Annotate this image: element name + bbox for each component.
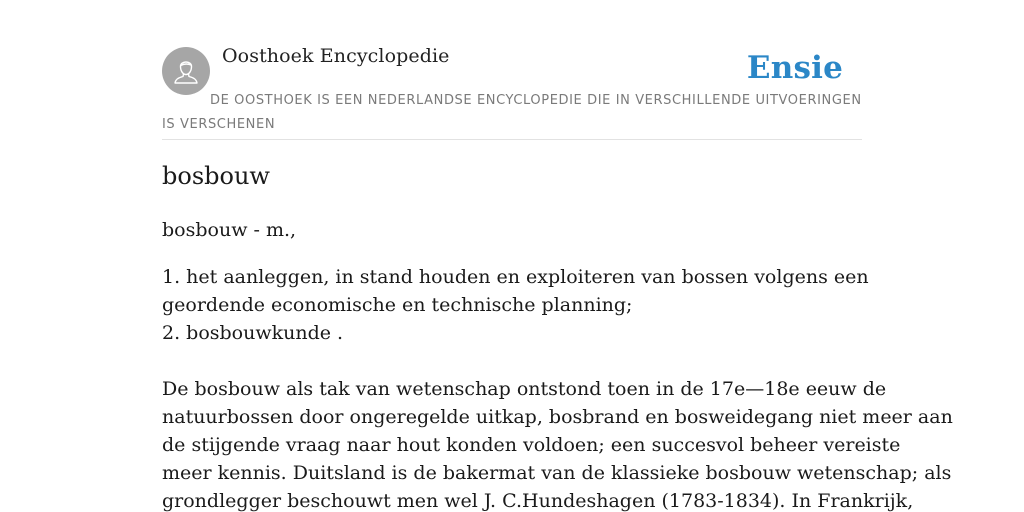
article-body xyxy=(162,375,953,512)
article-line: grondlegger beschouwt men wel J. C.Hundeshagen (1783-1834). In Frankrijk, xyxy=(162,490,914,512)
definition-line: geordende economische en technische planning; xyxy=(162,294,633,316)
site-tagline: DE OOSTHOEK IS EEN NEDERLANDSE ENCYCLOPEDIE DIE IN VERSCHILLENDE UITVOERINGEN IS VERSCHENEN xyxy=(162,93,862,132)
site-header xyxy=(162,0,862,140)
user-silhouette-icon xyxy=(162,47,210,95)
definition-line: 1. het aanleggen, in stand houden en exploiteren van bossen volgens een xyxy=(162,266,869,288)
page-container xyxy=(162,0,953,512)
page-title: bosbouw xyxy=(162,162,270,190)
definition-list xyxy=(162,263,869,347)
article-line: natuurbossen door ongeregelde uitkap, bosbrand en bosweidegang niet meer aan xyxy=(162,406,953,428)
article-line: meer kennis. Duitsland is de bakermat van de klassieke bosbouw wetenschap; als xyxy=(162,462,952,484)
entry-headword: bosbouw - m., xyxy=(162,219,297,241)
avatar[interactable] xyxy=(162,47,210,95)
definition-line: 2. bosbouwkunde . xyxy=(162,322,344,344)
brand-logo[interactable]: Ensie xyxy=(746,50,843,86)
article-line: de stijgende vraag naar hout konden voldoen; een succesvol beheer vereiste xyxy=(162,434,901,456)
article-line: De bosbouw als tak van wetenschap ontstond toen in de 17e—18e eeuw de xyxy=(162,378,887,400)
site-name[interactable]: Oosthoek Encyclopedie xyxy=(222,45,450,67)
